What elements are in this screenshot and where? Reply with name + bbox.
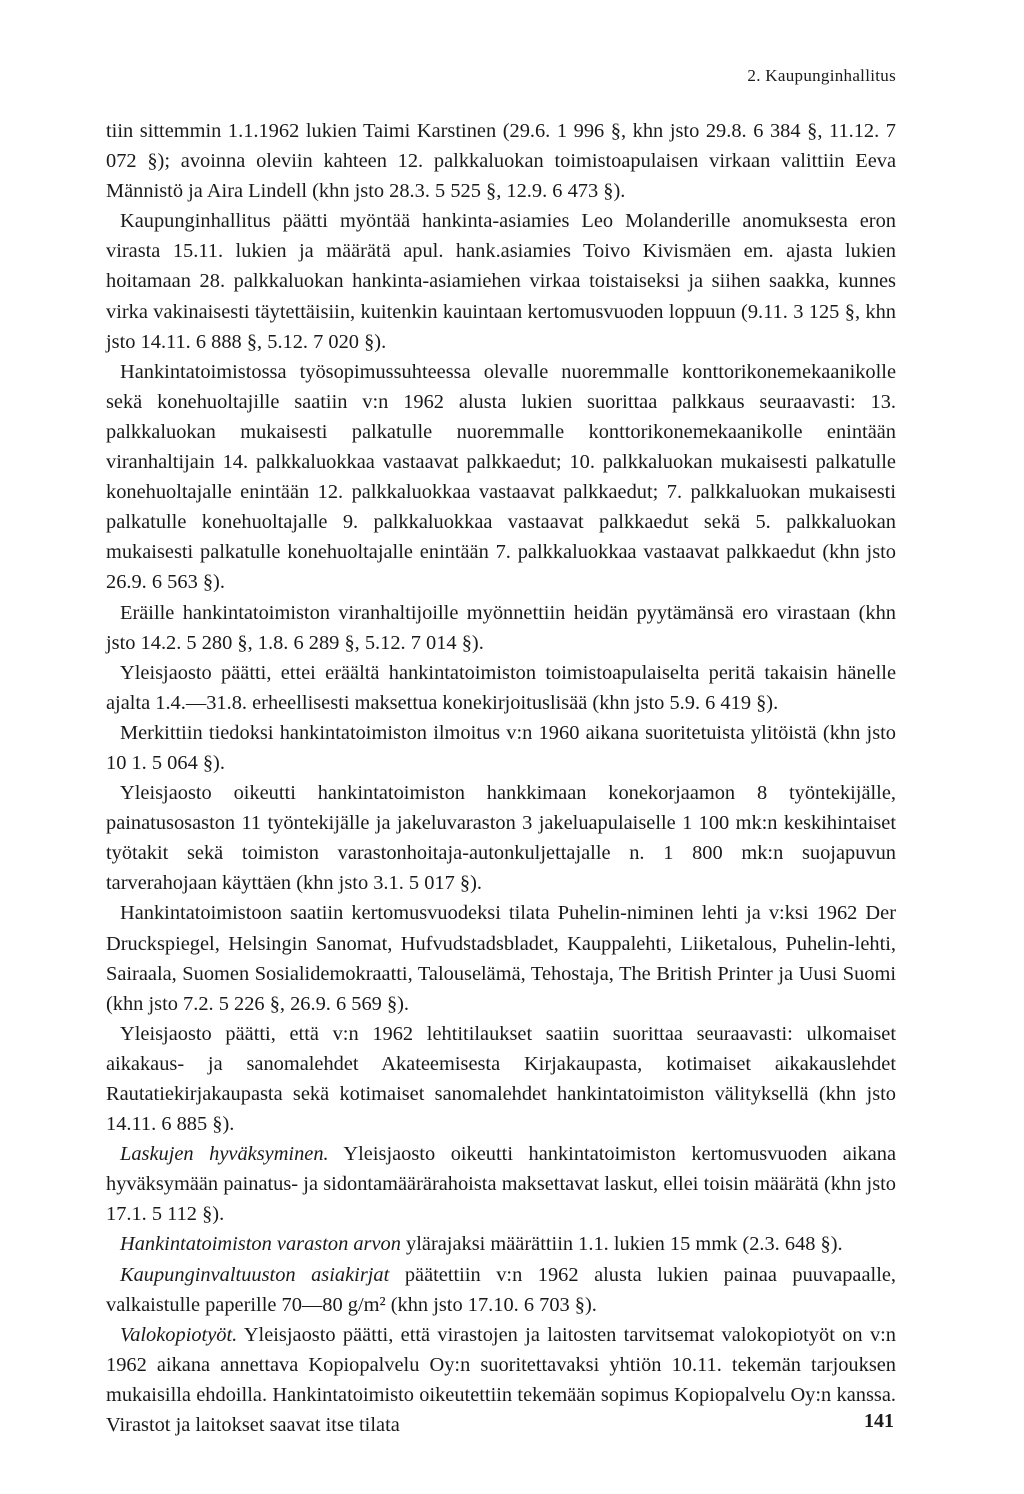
paragraph: Yleisjaosto päätti, ettei eräältä hankintatoimiston toimistoapulaiselta peritä takaisin hänelle ajalta 1.4.—31.8. erheellisesti maksettua konekirjoituslisää (khn jsto 5.9. 6 419 §). — [106, 661, 896, 714]
paragraph: Yleisjaosto oikeutti hankintatoimiston hankkimaan konekorjaamon 8 työntekijälle, painatusosaston 11 työntekijälle ja jakeluvaraston 3 jakeluapulaiselle 1 100 mk:n keskihintaiset työtakit sekä toimiston varastonhoitaja-autonkuljettajalle n. 1 800 mk:n suojapuvun tarverahojaan käyttäen (khn jsto 3.1. 5 017 §). — [106, 782, 896, 895]
paragraph: Kaupunginhallitus päätti myöntää hankinta-asiamies Leo Molanderille anomuksesta eron virasta 15.11. lukien ja määrätä apul. hank.asiamies Toivo Kivismäen em. ajasta lukien hoitamaan 28. palkkaluokan hankinta-asiamiehen virkaa toistaiseksi ja siihen saakka, kunnes virka vakinaisesti täytettäisiin, kuitenkin kauintaan kertomusvuoden loppuun (9.11. 3 125 §, khn jsto 14.11. 6 888 §, 5.12. 7 020 §). — [106, 210, 896, 353]
paragraph — [106, 1139, 896, 1229]
paragraph: Hankintatoimistossa työsopimussuhteessa olevalle nuoremmalle konttorikonemekaanikolle sekä konehuoltajille saatiin v:n 1962 alusta lukien suorittaa palkkaus seuraavasti: 13. palkkaluokan mukaisesti palkatulle nuoremmalle konttorikonemekaanikolle enintään viranhaltijain 14. palkkaluokkaa vastaavat palkkaedut; 10. palkkaluokan mukaisesti palkatulle konehuoltajalle enintään 12. palkkaluokkaa vastaavat palkkaedut; 7. palkkaluokan mukaisesti palkatulle konehuoltajalle 9. palkkaluokkaa vastaavat palkkaedut sekä 5. palkkaluokan mukaisesti palkatulle konehuoltajalle enintään 7. palkkaluokkaa vastaavat palkkaedut (khn jsto 26.9. 6 563 §). — [106, 360, 896, 594]
paragraph-text: ylärajaksi määrättiin 1.1. lukien 15 mmk (2.3. 648 §). — [400, 1233, 843, 1256]
paragraph — [106, 1320, 896, 1440]
paragraph-text: päätettiin v:n 1962 alusta lukien painaa puuvapaalle, valkaistulle paperille 70—80 g/m² (khn jsto 17.10. 6 703 §). — [106, 1263, 897, 1316]
running-head: 2. Kaupunginhallitus — [747, 66, 896, 85]
paragraph-text: Yleisjaosto päätti, että virastojen ja laitosten tarvitsemat valokopiotyöt on v:n 1962 aikana annettava Kopiopalvelu Oy:n suoritettavaksi yhtiön 10.11. tekemän tarjouksen mukaisilla ehdoilla. Hankintatoimisto oikeutettiin tekemään sopimus Kopiopalvelu Oy:n kanssa. Virastot ja laitokset saavat itse tilata — [106, 1323, 896, 1437]
paragraph-text: Yleisjaosto oikeutti hankintatoimiston kertomusvuoden aikana hyväksymään painatus- ja sidontamäärärahoista maksettavat laskut, ellei toisin määrätä (khn jsto 17.1. 5 112 §). — [106, 1143, 896, 1226]
section-heading: Valokopiotyöt. — [120, 1323, 238, 1346]
paragraph — [106, 1260, 896, 1320]
section-heading: Hankintatoimiston varaston arvon — [120, 1233, 401, 1256]
paragraph: Hankintatoimistoon saatiin kertomusvuodeksi tilata Puhelin-niminen lehti ja v:ksi 1962 Der Druckspiegel, Helsingin Sanomat, Hufvudstadsbladet, Kauppalehti, Liiketalous, Puhelin-lehti, Sairaala, Suomen Sosialidemokraatti, Talouselämä, Tehostaja, The British Printer ja Uusi Suomi (khn jsto 7.2. 5 226 §, 26.9. 6 569 §). — [106, 902, 896, 1015]
paragraph: tiin sittemmin 1.1.1962 lukien Taimi Karstinen (29.6. 1 996 §, khn jsto 29.8. 6 384 §, 11.12. 7 072 §); avoinna oleviin kahteen 12. palkkaluokan toimistoapulaisen virkaan valittiin Eeva Männistö ja Aira Lindell (khn jsto 28.3. 5 525 §, 12.9. 6 473 §). — [106, 120, 896, 203]
paragraph — [106, 1229, 896, 1259]
paragraph: Merkittiin tiedoksi hankintatoimiston ilmoitus v:n 1960 aikana suoritetuista ylitöistä (khn jsto 10 1. 5 064 §). — [106, 721, 896, 774]
section-heading: Laskujen hyväksyminen. — [120, 1143, 329, 1166]
body-text — [106, 116, 896, 1440]
paragraph: Eräille hankintatoimiston viranhaltijoille myönnettiin heidän pyytämänsä ero virastaan (khn jsto 14.2. 5 280 §, 1.8. 6 289 §, 5.12. 7 014 §). — [106, 601, 896, 654]
paragraph: Yleisjaosto päätti, että v:n 1962 lehtitilaukset saatiin suorittaa seuraavasti: ulkomaiset aikakaus- ja sanomalehdet Akateemisesta Kirjakaupasta, kotimaiset aikakauslehdet Rautatiekirjakaupasta sekä kotimaiset sanomalehdet hankintatoimiston välityksellä (khn jsto 14.11. 6 885 §). — [106, 1022, 896, 1136]
page-number: 141 — [864, 1410, 894, 1432]
section-heading: Kaupunginvaltuuston asiakirjat — [120, 1263, 390, 1286]
